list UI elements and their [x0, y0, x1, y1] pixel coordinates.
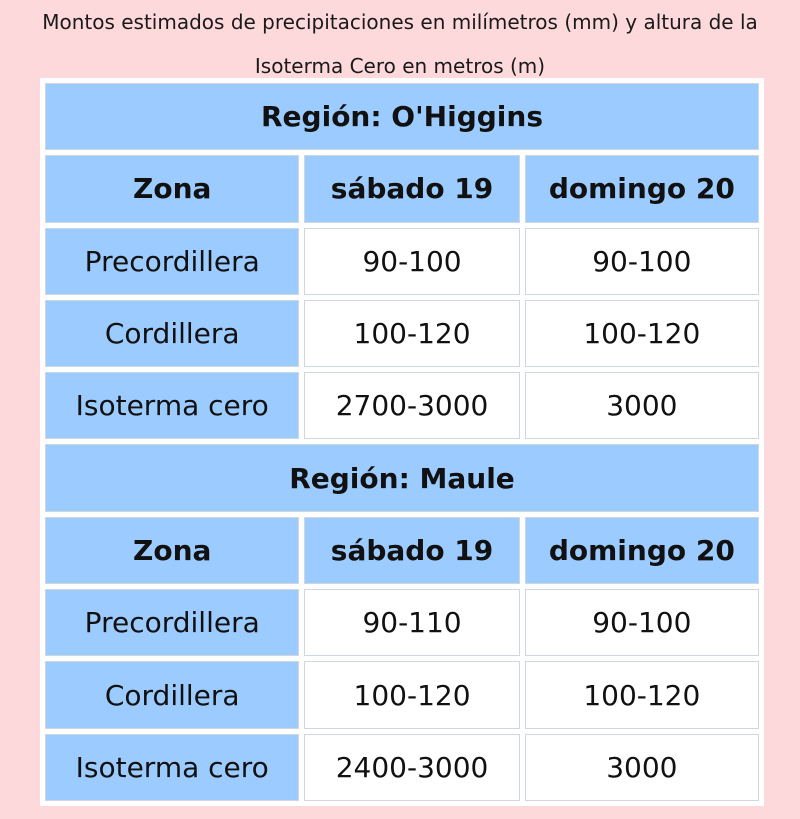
- table-row: [45, 734, 759, 801]
- zone-label: Cordillera: [45, 300, 299, 367]
- table-row: [45, 228, 759, 295]
- zone-label: Isoterma cero: [45, 372, 299, 439]
- table-row: [45, 661, 759, 728]
- saturday-value: 100-120: [304, 661, 519, 728]
- table-row: [45, 589, 759, 656]
- table-row: [45, 372, 759, 439]
- header-zona: Zona: [45, 517, 299, 584]
- saturday-value: 90-100: [304, 228, 519, 295]
- sunday-value: 90-100: [525, 228, 759, 295]
- region-title: Región: Maule: [45, 444, 759, 511]
- saturday-value: 100-120: [304, 300, 519, 367]
- table-row: [45, 300, 759, 367]
- header-sunday: domingo 20: [525, 517, 759, 584]
- region-title: Región: O'Higgins: [45, 83, 759, 150]
- forecast-table-container: [40, 78, 764, 806]
- zone-label: Isoterma cero: [45, 734, 299, 801]
- column-header-row: [45, 517, 759, 584]
- region-header-row: [45, 444, 759, 511]
- caption-line-1: Montos estimados de precipitaciones en milímetros (mm) y altura de la: [42, 10, 758, 34]
- zone-label: Cordillera: [45, 661, 299, 728]
- saturday-value: 90-110: [304, 589, 519, 656]
- zone-label: Precordillera: [45, 589, 299, 656]
- header-sunday: domingo 20: [525, 155, 759, 222]
- sunday-value: 100-120: [525, 661, 759, 728]
- table-caption: [0, 0, 800, 88]
- forecast-table: [40, 78, 764, 806]
- caption-line-2: Isoterma Cero en metros (m): [254, 54, 546, 78]
- header-saturday: sábado 19: [304, 155, 519, 222]
- header-zona: Zona: [45, 155, 299, 222]
- zone-label: Precordillera: [45, 228, 299, 295]
- saturday-value: 2400-3000: [304, 734, 519, 801]
- header-saturday: sábado 19: [304, 517, 519, 584]
- region-header-row: [45, 83, 759, 150]
- saturday-value: 2700-3000: [304, 372, 519, 439]
- column-header-row: [45, 155, 759, 222]
- sunday-value: 90-100: [525, 589, 759, 656]
- sunday-value: 3000: [525, 372, 759, 439]
- sunday-value: 3000: [525, 734, 759, 801]
- sunday-value: 100-120: [525, 300, 759, 367]
